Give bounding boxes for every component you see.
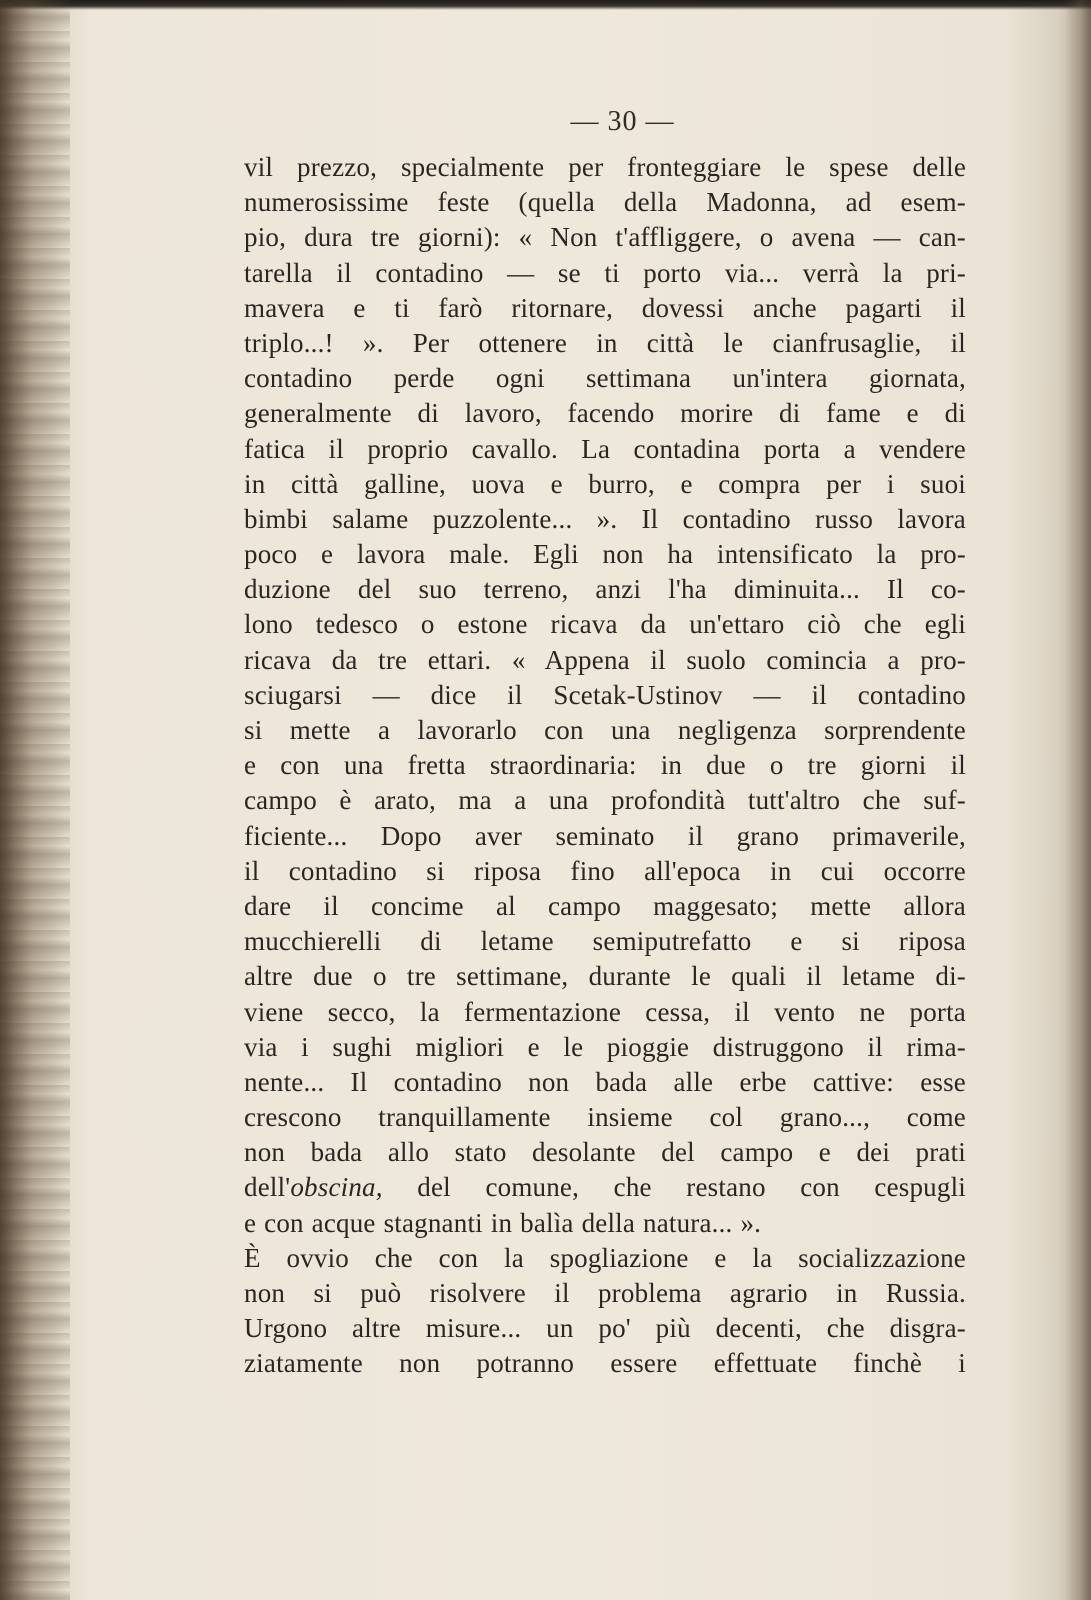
text-line: non si può risolvere il problema agrario in Russia. <box>244 1278 966 1308</box>
text-line: il contadino si riposa fino all'epoca in cui occorre <box>244 855 966 886</box>
text-line: tarella il contadino — se ti porto via... verrà la pri- <box>244 257 966 288</box>
text-line: contadino perde ogni settimana un'intera giornata, <box>244 363 966 394</box>
text-line: numerosissime feste (quella della Madonna, ad esem- <box>244 187 966 218</box>
text-line: mavera e ti farò ritornare, dovessi anche pagarti il <box>244 292 966 323</box>
text-line: pio, dura tre giorni): « Non t'affliggere, o avena — can- <box>244 222 966 253</box>
text-line: in città galline, uova e burro, e compra per i suoi <box>244 468 966 499</box>
text-line: Urgono altre misure... un po' più decenti, che disgra- <box>244 1313 966 1344</box>
italic-term-obscina: obscina, <box>290 1172 383 1203</box>
book-spine-edge <box>0 0 70 1600</box>
text-line: e con una fretta straordinaria: in due o tre giorni il <box>244 750 966 781</box>
text-line: dare il concime al campo maggesato; mette allora <box>244 890 966 921</box>
text-fragment: del comune, che restano con cespugli <box>382 1172 966 1203</box>
text-line: duzione del suo terreno, anzi l'ha diminuita... Il co- <box>244 574 966 605</box>
text-line: poco e lavora male. Egli non ha intensificato la pro- <box>244 539 966 570</box>
text-line: si mette a lavorarlo con una negligenza sorprendente <box>244 715 966 745</box>
text-line: sciugarsi — dice il Scetak-Ustinov — il contadino <box>244 679 966 710</box>
page-body-text <box>244 150 966 1382</box>
text-line: crescono tranquillamente insieme col grano..., come <box>244 1102 966 1133</box>
text-line: altre due o tre settimane, durante le quali il letame di- <box>244 961 966 992</box>
page-number: — 30 — <box>570 106 675 137</box>
text-line: ficiente... Dopo aver seminato il grano primaverile, <box>244 820 966 851</box>
text-line: ricava da tre ettari. « Appena il suolo comincia a pro- <box>244 644 966 675</box>
text-line-paragraph-start: È ovvio che con la spogliazione e la socializzazione <box>244 1242 966 1273</box>
page-right-edge <box>1065 0 1091 1600</box>
text-line: nente... Il contadino non bada alle erbe cattive: esse <box>244 1066 966 1097</box>
text-line: ziatamente non potranno essere effettuate finchè i <box>244 1348 966 1379</box>
text-line: generalmente di lavoro, facendo morire di fame e di <box>244 398 966 429</box>
page-top-edge <box>0 0 1091 10</box>
text-line: triplo...! ». Per ottenere in città le cianfrusaglie, il <box>244 327 966 358</box>
text-line: non bada allo stato desolante del campo e dei prati <box>244 1137 966 1168</box>
text-line: bimbi salame puzzolente... ». Il contadino russo lavora <box>244 503 966 534</box>
text-line-obscina <box>244 1170 966 1205</box>
text-line: lono tedesco o estone ricava da un'ettaro ciò che egli <box>244 609 966 640</box>
text-line: vil prezzo, specialmente per fronteggiare le spese delle <box>244 152 966 182</box>
text-line: mucchierelli di letame semiputrefatto e si riposa <box>244 926 966 957</box>
text-line-paragraph-end: e con acque stagnanti in balìa della natura... ». <box>244 1207 762 1238</box>
text-line: campo è arato, ma a una profondità tutt'altro che suf- <box>244 785 966 816</box>
text-line: fatica il proprio cavallo. La contadina porta a vendere <box>244 433 966 464</box>
text-fragment: dell' <box>244 1172 291 1203</box>
text-line: viene secco, la fermentazione cessa, il vento ne porta <box>244 996 966 1027</box>
text-line: via i sughi migliori e le pioggie distruggono il rima- <box>244 1031 966 1062</box>
